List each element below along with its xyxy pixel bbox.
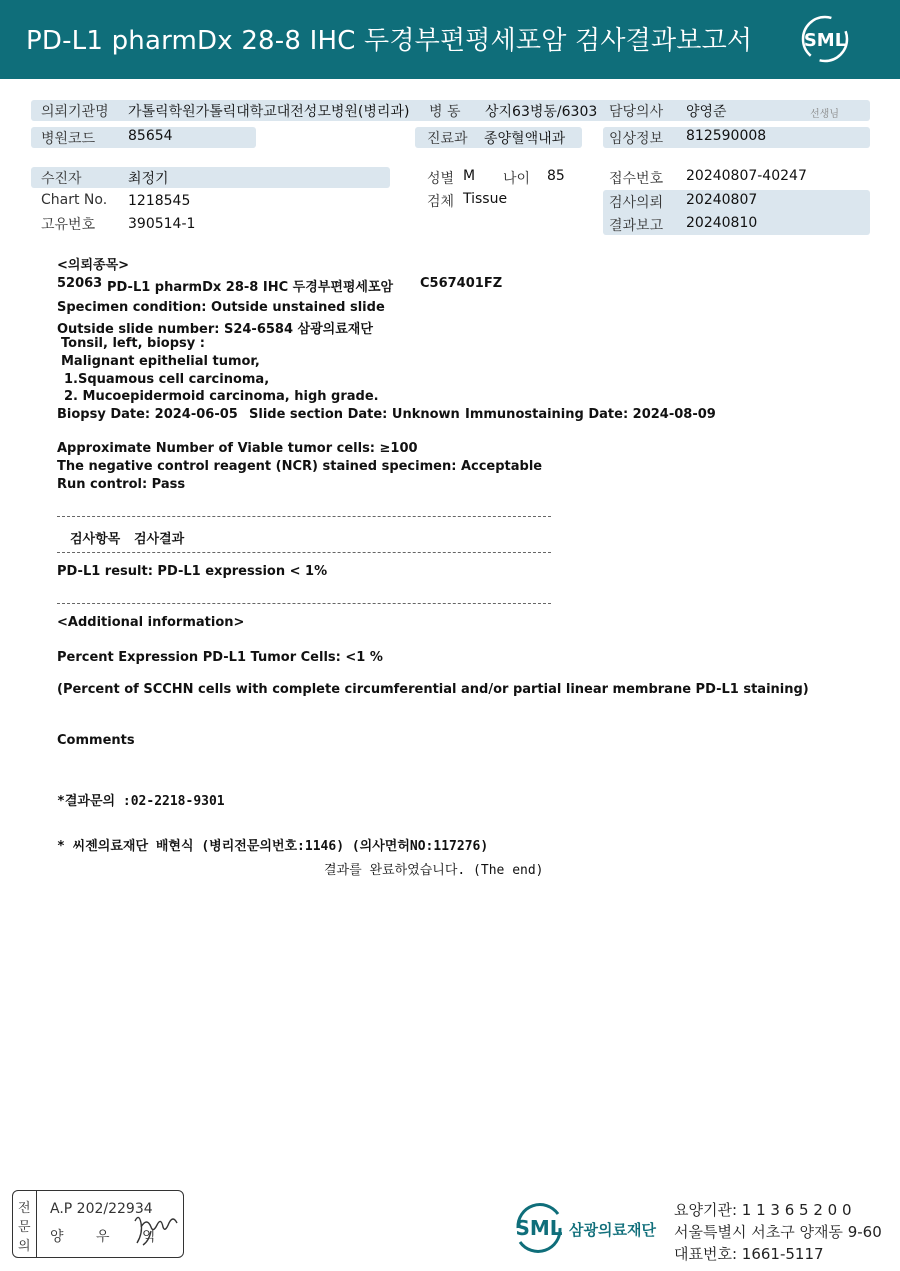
inquiry-phone: *결과문의 :02-2218-9301 xyxy=(57,794,225,809)
svg-text:SML: SML xyxy=(515,1216,563,1240)
specimen-label: 검체 xyxy=(427,194,455,210)
hospital-code-label: 병원코드 xyxy=(41,131,96,147)
sex-value: M xyxy=(463,168,476,184)
hospital-label: 의뢰기관명 xyxy=(41,104,109,120)
patient-bar xyxy=(31,167,390,188)
stamp-name: 양 우 익 xyxy=(50,1229,170,1245)
age-value: 85 xyxy=(547,168,565,184)
specimen-condition: Specimen condition: Outside unstained slide xyxy=(57,300,385,315)
report-date-value: 20240810 xyxy=(686,215,758,231)
doctor-value: 양영준 xyxy=(686,104,727,120)
diagnosis-1: 1.Squamous cell carcinoma, xyxy=(64,372,270,387)
report-date-label: 결과보고 xyxy=(609,218,664,234)
outside-slide: Outside slide number: S24-6584 삼광의료재단 xyxy=(57,322,373,337)
section-date: Slide section Date: Unknown xyxy=(249,407,460,422)
dept-value: 종양혈액내과 xyxy=(484,131,566,147)
sml-logo-icon xyxy=(798,12,852,66)
stamp-side-char: 의 xyxy=(18,1239,31,1254)
additional-heading: <Additional information> xyxy=(57,615,245,630)
sex-label: 성별 xyxy=(427,171,455,187)
care-code: 요양기관: 1 1 3 6 5 2 0 0 xyxy=(674,1201,852,1219)
order-name: PD-L1 pharmDx 28-8 IHC 두경부편평세포암 xyxy=(107,280,394,295)
diagnosis-2: 2. Mucoepidermoid carcinoma, high grade. xyxy=(64,389,379,404)
column-item: 검사항목 xyxy=(70,532,121,547)
hospital-code-value: 85654 xyxy=(128,128,173,144)
clinical-label: 임상정보 xyxy=(609,131,664,147)
signature-icon xyxy=(131,1209,183,1249)
comments: Comments xyxy=(57,733,135,748)
end-text: 결과를 완료하였습니다. (The end) xyxy=(324,863,544,878)
receipt-value: 20240807-40247 xyxy=(686,168,807,184)
svg-text:SML: SML xyxy=(803,30,847,51)
divider xyxy=(57,516,551,517)
order-heading: <의뢰종목> xyxy=(57,258,130,273)
hospital-value: 가톨릭학원가톨릭대학교대전성모병원(병리과) xyxy=(128,104,410,120)
report-header xyxy=(0,0,900,79)
stain-date: Immunostaining Date: 2024-08-09 xyxy=(465,407,716,422)
ncr-status: The negative control reagent (NCR) stained specimen: Acceptable xyxy=(57,459,543,474)
address: 서울특별시 서초구 양재동 9-60 xyxy=(674,1223,882,1241)
chart-value: 1218545 xyxy=(128,193,191,209)
phone: 대표번호: 1661-5117 xyxy=(674,1245,824,1263)
viable-cells: Approximate Number of Viable tumor cells: ≥100 xyxy=(57,441,418,456)
divider xyxy=(57,552,551,553)
diagnosis: Malignant epithelial tumor, xyxy=(61,354,260,369)
order-code: 52063 xyxy=(57,276,103,291)
request-label: 검사의뢰 xyxy=(609,195,664,211)
run-control: Run control: Pass xyxy=(57,477,186,492)
ward-label: 병 동 xyxy=(429,104,461,120)
id-label: 고유번호 xyxy=(41,217,96,233)
stamp-side-char: 전 xyxy=(18,1201,31,1216)
dept-label: 진료과 xyxy=(427,131,468,147)
id-value: 390514-1 xyxy=(128,216,196,232)
divider xyxy=(57,603,551,604)
percent-expression: Percent Expression PD-L1 Tumor Cells: <1 % xyxy=(57,650,383,665)
report-title: PD-L1 pharmDx 28-8 IHC 두경부편평세포암 검사결과보고서 xyxy=(26,26,753,56)
percent-note: (Percent of SCCHN cells with complete circumferential and/or partial linear membrane PD-L1 staining) xyxy=(57,682,809,697)
sml-org-logo-icon xyxy=(510,1198,568,1256)
stamp-side xyxy=(13,1191,37,1257)
doctor-suffix: 선생님 xyxy=(810,109,839,120)
patient-value: 최정기 xyxy=(128,171,169,187)
clinical-value: 812590008 xyxy=(686,128,767,144)
ward-value: 상지63병동/6303 xyxy=(485,104,598,120)
stamp-side-char: 문 xyxy=(18,1220,31,1235)
column-result: 검사결과 xyxy=(134,532,185,547)
org-name: 삼광의료재단 xyxy=(569,1221,656,1239)
pathologist-stamp xyxy=(12,1190,184,1258)
pdl1-result: PD-L1 result: PD-L1 expression < 1% xyxy=(57,564,328,579)
receipt-label: 접수번호 xyxy=(609,171,664,187)
chart-label: Chart No. xyxy=(41,192,108,208)
specimen-value: Tissue xyxy=(463,191,508,207)
age-label: 나이 xyxy=(503,171,531,187)
stamp-ap-number: A.P 202/22934 xyxy=(50,1201,153,1217)
order-id: C567401FZ xyxy=(420,276,503,291)
biopsy-date: Biopsy Date: 2024-06-05 xyxy=(57,407,238,422)
request-value: 20240807 xyxy=(686,192,758,208)
signer-line: * 씨젠의료재단 배현식 (병리전문의번호:1146) (의사면허NO:117276) xyxy=(57,839,489,854)
patient-label: 수진자 xyxy=(41,171,82,187)
doctor-label: 담당의사 xyxy=(609,104,664,120)
biopsy-site: Tonsil, left, biopsy : xyxy=(61,336,205,351)
